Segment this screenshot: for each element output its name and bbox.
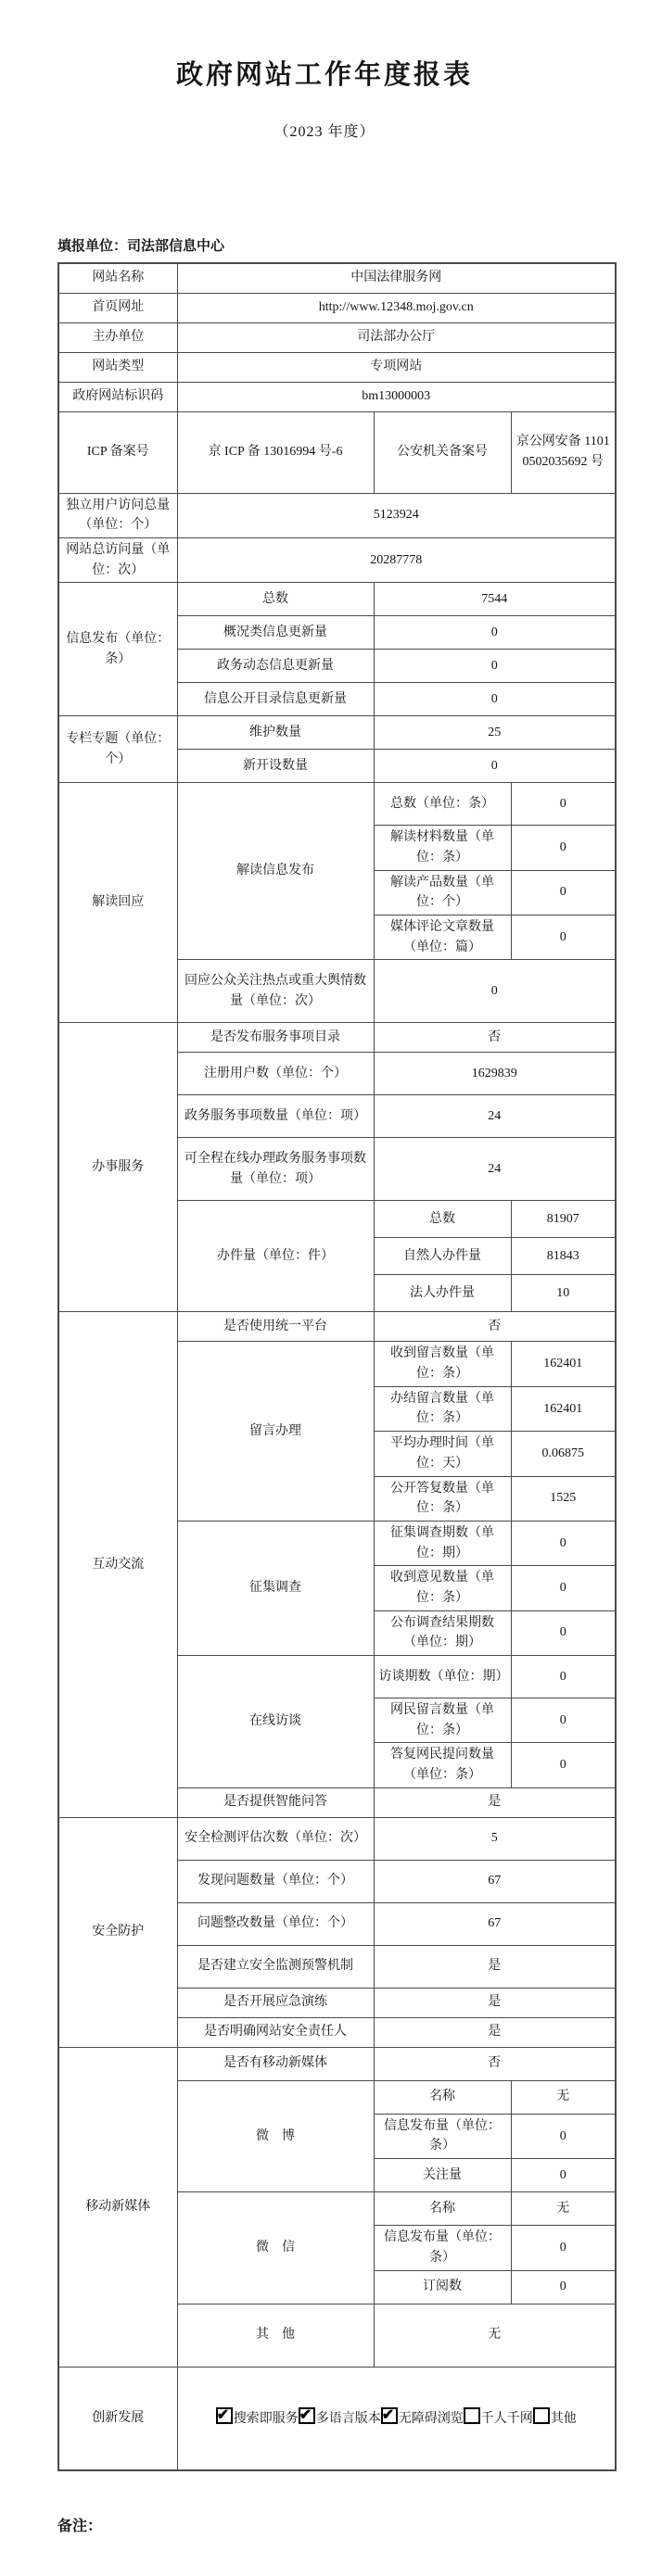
registered-users-label: 注册用户数（单位：个） [177,1053,374,1095]
info-publish-group-label: 信息发布（单位：条） [58,583,177,716]
innovation-group-label: 创新发展 [58,2367,177,2470]
weibo-label: 微 博 [177,2080,374,2191]
survey-results-published-value: 0 [511,1610,616,1655]
total-visits-value: 20287778 [177,537,616,582]
new-columns-value: 0 [374,750,616,783]
security-assessments-label: 安全检测评估次数（单位：次） [177,1817,374,1860]
service-directory-value: 否 [374,1023,616,1053]
service-items-label: 政务服务事项数量（单位：项） [177,1095,374,1138]
monitoring-warning-label: 是否建立安全监测预警机制 [177,1945,374,1988]
interview-periods-value: 0 [511,1656,616,1698]
innovation-option-label: 无障碍浏览 [398,2411,464,2426]
wechat-subscribers-label: 订阅数 [374,2270,511,2304]
unique-visitors-value: 5123924 [177,493,616,537]
total-visits-label: 网站总访问量（单位：次） [58,537,177,582]
other-media-value: 无 [374,2304,616,2367]
service-directory-label: 是否发布服务事项目录 [177,1023,374,1053]
public-replies-label: 公开答复数量（单位：条） [374,1476,511,1521]
innovation-option-label: 多语言版本 [315,2411,381,2426]
open-directory-update-value: 0 [374,683,616,716]
security-group-label: 安全防护 [58,1817,177,2047]
notes-label: 备注： [57,2519,103,2534]
has-mobile-media-value: 否 [374,2047,616,2080]
checked-checkbox-icon [299,2407,315,2424]
unchecked-checkbox-icon [533,2407,550,2424]
police-record-value: 京公网安备 11010502035692 号 [511,411,616,493]
innovation-option-multilang [299,2412,381,2426]
online-service-items-label: 可全程在线办理政务服务事项数量（单位：项） [177,1138,374,1201]
innovation-option-label: 千人千网 [480,2411,533,2426]
page-subtitle: （2023 年度） [274,124,375,140]
overview-update-label: 概况类信息更新量 [177,616,374,650]
gov-news-update-label: 政务动态信息更新量 [177,650,374,683]
survey-collection-label: 征集调查 [177,1521,374,1655]
interpretation-products-value: 0 [511,870,616,915]
netizen-questions-answered-value: 0 [511,1743,616,1787]
interpretation-total-label: 总数（单位：条） [374,783,511,826]
security-officer-value: 是 [374,2017,616,2047]
problems-fixed-value: 67 [374,1902,616,1945]
case-volume-total-label: 总数 [374,1201,511,1238]
security-officer-label: 是否明确网站安全责任人 [177,2017,374,2047]
survey-periods-label: 征集调查期数（单位：期） [374,1521,511,1565]
maintained-columns-value: 25 [374,716,616,750]
media-comment-articles-value: 0 [511,915,616,960]
public-replies-value: 1525 [511,1476,616,1521]
other-media-label: 其 他 [177,2304,374,2367]
home-url-value: http://www.12348.moj.gov.cn [177,293,616,322]
icp-label: ICP 备案号 [58,411,177,493]
case-volume-label: 办件量（单位：件） [177,1201,374,1312]
weibo-posts-label: 信息发布量（单位：条） [374,2114,511,2158]
home-url-label: 首页网址 [58,293,177,322]
messages-received-value: 162401 [511,1342,616,1386]
innovation-option-other [533,2412,577,2426]
case-volume-total-value: 81907 [511,1201,616,1238]
unique-visitors-label: 独立用户访问总量（单位：个） [58,493,177,537]
weibo-name-label: 名称 [374,2080,511,2114]
interpretation-group-label: 解读回应 [58,783,177,1023]
online-service-items-value: 24 [374,1138,616,1201]
avg-handling-time-label: 平均办理时间（单位：天） [374,1432,511,1476]
problems-fixed-label: 问题整改数量（单位：个） [177,1902,374,1945]
wechat-name-label: 名称 [374,2192,511,2226]
weibo-posts-value: 0 [511,2114,616,2158]
netizen-questions-answered-label: 答复网民提问数量（单位：条） [374,1743,511,1787]
interpretation-materials-value: 0 [511,826,616,870]
weibo-followers-label: 关注量 [374,2159,511,2192]
media-comment-articles-label: 媒体评论文章数量（单位：篇） [374,915,511,960]
site-type-value: 专项网站 [177,352,616,382]
info-publish-total-value: 7544 [374,583,616,616]
legal-person-cases-value: 10 [511,1275,616,1312]
unchecked-checkbox-icon [464,2407,480,2424]
opinions-received-value: 0 [511,1566,616,1610]
organizer-value: 司法部办公厅 [177,322,616,352]
info-publish-total-label: 总数 [177,583,374,616]
interpretation-publish-label: 解读信息发布 [177,783,374,960]
mobile-media-group-label: 移动新媒体 [58,2047,177,2367]
wechat-subscribers-value: 0 [511,2270,616,2304]
problems-found-label: 发现问题数量（单位：个） [177,1860,374,1902]
message-handling-label: 留言办理 [177,1342,374,1522]
wechat-posts-label: 信息发布量（单位：条） [374,2226,511,2270]
emergency-drill-label: 是否开展应急演练 [177,1988,374,2017]
smart-qa-label: 是否提供智能问答 [177,1787,374,1817]
messages-completed-label: 办结留言数量（单位：条） [374,1386,511,1431]
wechat-label: 微 信 [177,2192,374,2304]
police-record-label: 公安机关备案号 [374,411,511,493]
has-mobile-media-label: 是否有移动新媒体 [177,2047,374,2080]
monitoring-warning-value: 是 [374,1945,616,1988]
netizen-messages-value: 0 [511,1698,616,1743]
wechat-posts-value: 0 [511,2226,616,2270]
natural-person-cases-label: 自然人办件量 [374,1238,511,1275]
interview-periods-label: 访谈期数（单位：期） [374,1656,511,1698]
unified-platform-value: 否 [374,1312,616,1342]
innovation-option-label: 搜索即服务 [233,2411,299,2426]
site-name-value: 中国法律服务网 [177,263,616,293]
checked-checkbox-icon [216,2407,233,2424]
unified-platform-label: 是否使用统一平台 [177,1312,374,1342]
weibo-name-value: 无 [511,2080,616,2114]
columns-topics-group-label: 专栏专题（单位：个） [58,716,177,783]
site-code-label: 政府网站标识码 [58,382,177,411]
messages-received-label: 收到留言数量（单位：条） [374,1342,511,1386]
interpretation-materials-label: 解读材料数量（单位：条） [374,826,511,870]
interpretation-total-value: 0 [511,783,616,826]
service-items-value: 24 [374,1095,616,1138]
avg-handling-time-value: 0.06875 [511,1432,616,1476]
gov-news-update-value: 0 [374,650,616,683]
page-title: 政府网站工作年度报表 [175,60,473,90]
problems-found-value: 67 [374,1860,616,1902]
site-name-label: 网站名称 [58,263,177,293]
natural-person-cases-value: 81843 [511,1238,616,1275]
survey-periods-value: 0 [511,1521,616,1565]
smart-qa-value: 是 [374,1787,616,1817]
interpretation-products-label: 解读产品数量（单位：个） [374,870,511,915]
hotspot-response-label: 回应公众关注热点或重大舆情数量（单位：次） [177,960,374,1023]
site-code-value: bm13000003 [177,382,616,411]
icp-value: 京 ICP 备 13016994 号-6 [177,411,374,493]
checked-checkbox-icon [381,2407,398,2424]
online-interview-label: 在线访谈 [177,1656,374,1788]
site-type-label: 网站类型 [58,352,177,382]
registered-users-value: 1629839 [374,1053,616,1095]
survey-results-published-label: 公布调查结果期数（单位：期） [374,1610,511,1655]
weibo-followers-value: 0 [511,2159,616,2192]
messages-completed-value: 162401 [511,1386,616,1431]
hotspot-response-value: 0 [374,960,616,1023]
open-directory-update-label: 信息公开目录信息更新量 [177,683,374,716]
wechat-name-value: 无 [511,2192,616,2226]
innovation-option-label: 其他 [550,2411,577,2426]
opinions-received-label: 收到意见数量（单位：条） [374,1566,511,1610]
emergency-drill-value: 是 [374,1988,616,2017]
security-assessments-value: 5 [374,1817,616,1860]
organizer-label: 主办单位 [58,322,177,352]
innovation-option-search [216,2412,299,2426]
services-group-label: 办事服务 [58,1023,177,1312]
legal-person-cases-label: 法人办件量 [374,1275,511,1312]
innovation-options [177,2367,616,2470]
maintained-columns-label: 维护数量 [177,716,374,750]
interaction-group-label: 互动交流 [58,1312,177,1817]
overview-update-value: 0 [374,616,616,650]
innovation-option-personalized [464,2412,533,2426]
innovation-option-accessibility [381,2412,464,2426]
new-columns-label: 新开设数量 [177,750,374,783]
filler-unit: 填报单位：司法部信息中心 [57,239,225,254]
annual-report-table [57,262,617,2471]
netizen-messages-label: 网民留言数量（单位：条） [374,1698,511,1743]
